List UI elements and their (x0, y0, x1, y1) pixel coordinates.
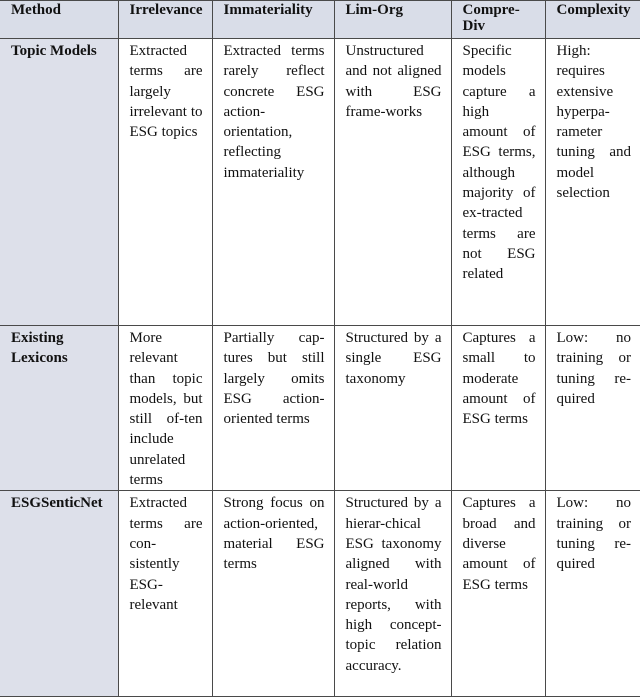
header-row (0, 1, 640, 39)
lim-org-cell: Unstructured and not aligned with ESG frame-works (334, 39, 451, 326)
irrelevance-cell: Extracted terms are largely irrelevant to ESG topics (118, 39, 212, 326)
compre-div-cell: Specific models capture a high amount of ESG terms, although majority of ex-tracted terms are not ESG related (451, 39, 545, 326)
irrelevance-cell: More relevant than topic models, but still of-ten include unrelated terms (118, 326, 212, 491)
compre-div-cell: Captures a broad and diverse amount of ESG terms (451, 491, 545, 697)
immateriality-cell: Strong focus on action-oriented, material ESG terms (212, 491, 334, 697)
table-row (0, 39, 640, 326)
header-immateriality: Immateriality (212, 1, 334, 39)
method-cell: Existing Lexicons (0, 326, 118, 491)
complexity-cell: High: requires extensive hyperpa-rameter tuning and model selection (545, 39, 640, 326)
header-complexity: Complexity (545, 1, 640, 39)
complexity-cell: Low: no training or tuning re-quired (545, 326, 640, 491)
immateriality-cell: Partially cap-tures but still largely omits ESG action-oriented terms (212, 326, 334, 491)
table-row (0, 326, 640, 491)
table-row (0, 491, 640, 697)
header-compre-div: Compre-Div (451, 1, 545, 39)
header-irrelevance: Irrelevance (118, 1, 212, 39)
header-lim-org: Lim-Org (334, 1, 451, 39)
method-cell: ESGSenticNet (0, 491, 118, 697)
complexity-cell: Low: no training or tuning re-quired (545, 491, 640, 697)
method-cell: Topic Models (0, 39, 118, 326)
immateriality-cell: Extracted terms rarely reflect concrete ESG action-orientation, reflecting immateriality (212, 39, 334, 326)
lim-org-cell: Structured by a single ESG taxonomy (334, 326, 451, 491)
compre-div-cell: Captures a small to moderate amount of ESG terms (451, 326, 545, 491)
irrelevance-cell: Extracted terms are con-sistently ESG-relevant (118, 491, 212, 697)
lim-org-cell: Structured by a hierar-chical ESG taxonomy aligned with real-world reports, with high concept-topic relation accuracy. (334, 491, 451, 697)
header-method: Method (0, 1, 118, 39)
